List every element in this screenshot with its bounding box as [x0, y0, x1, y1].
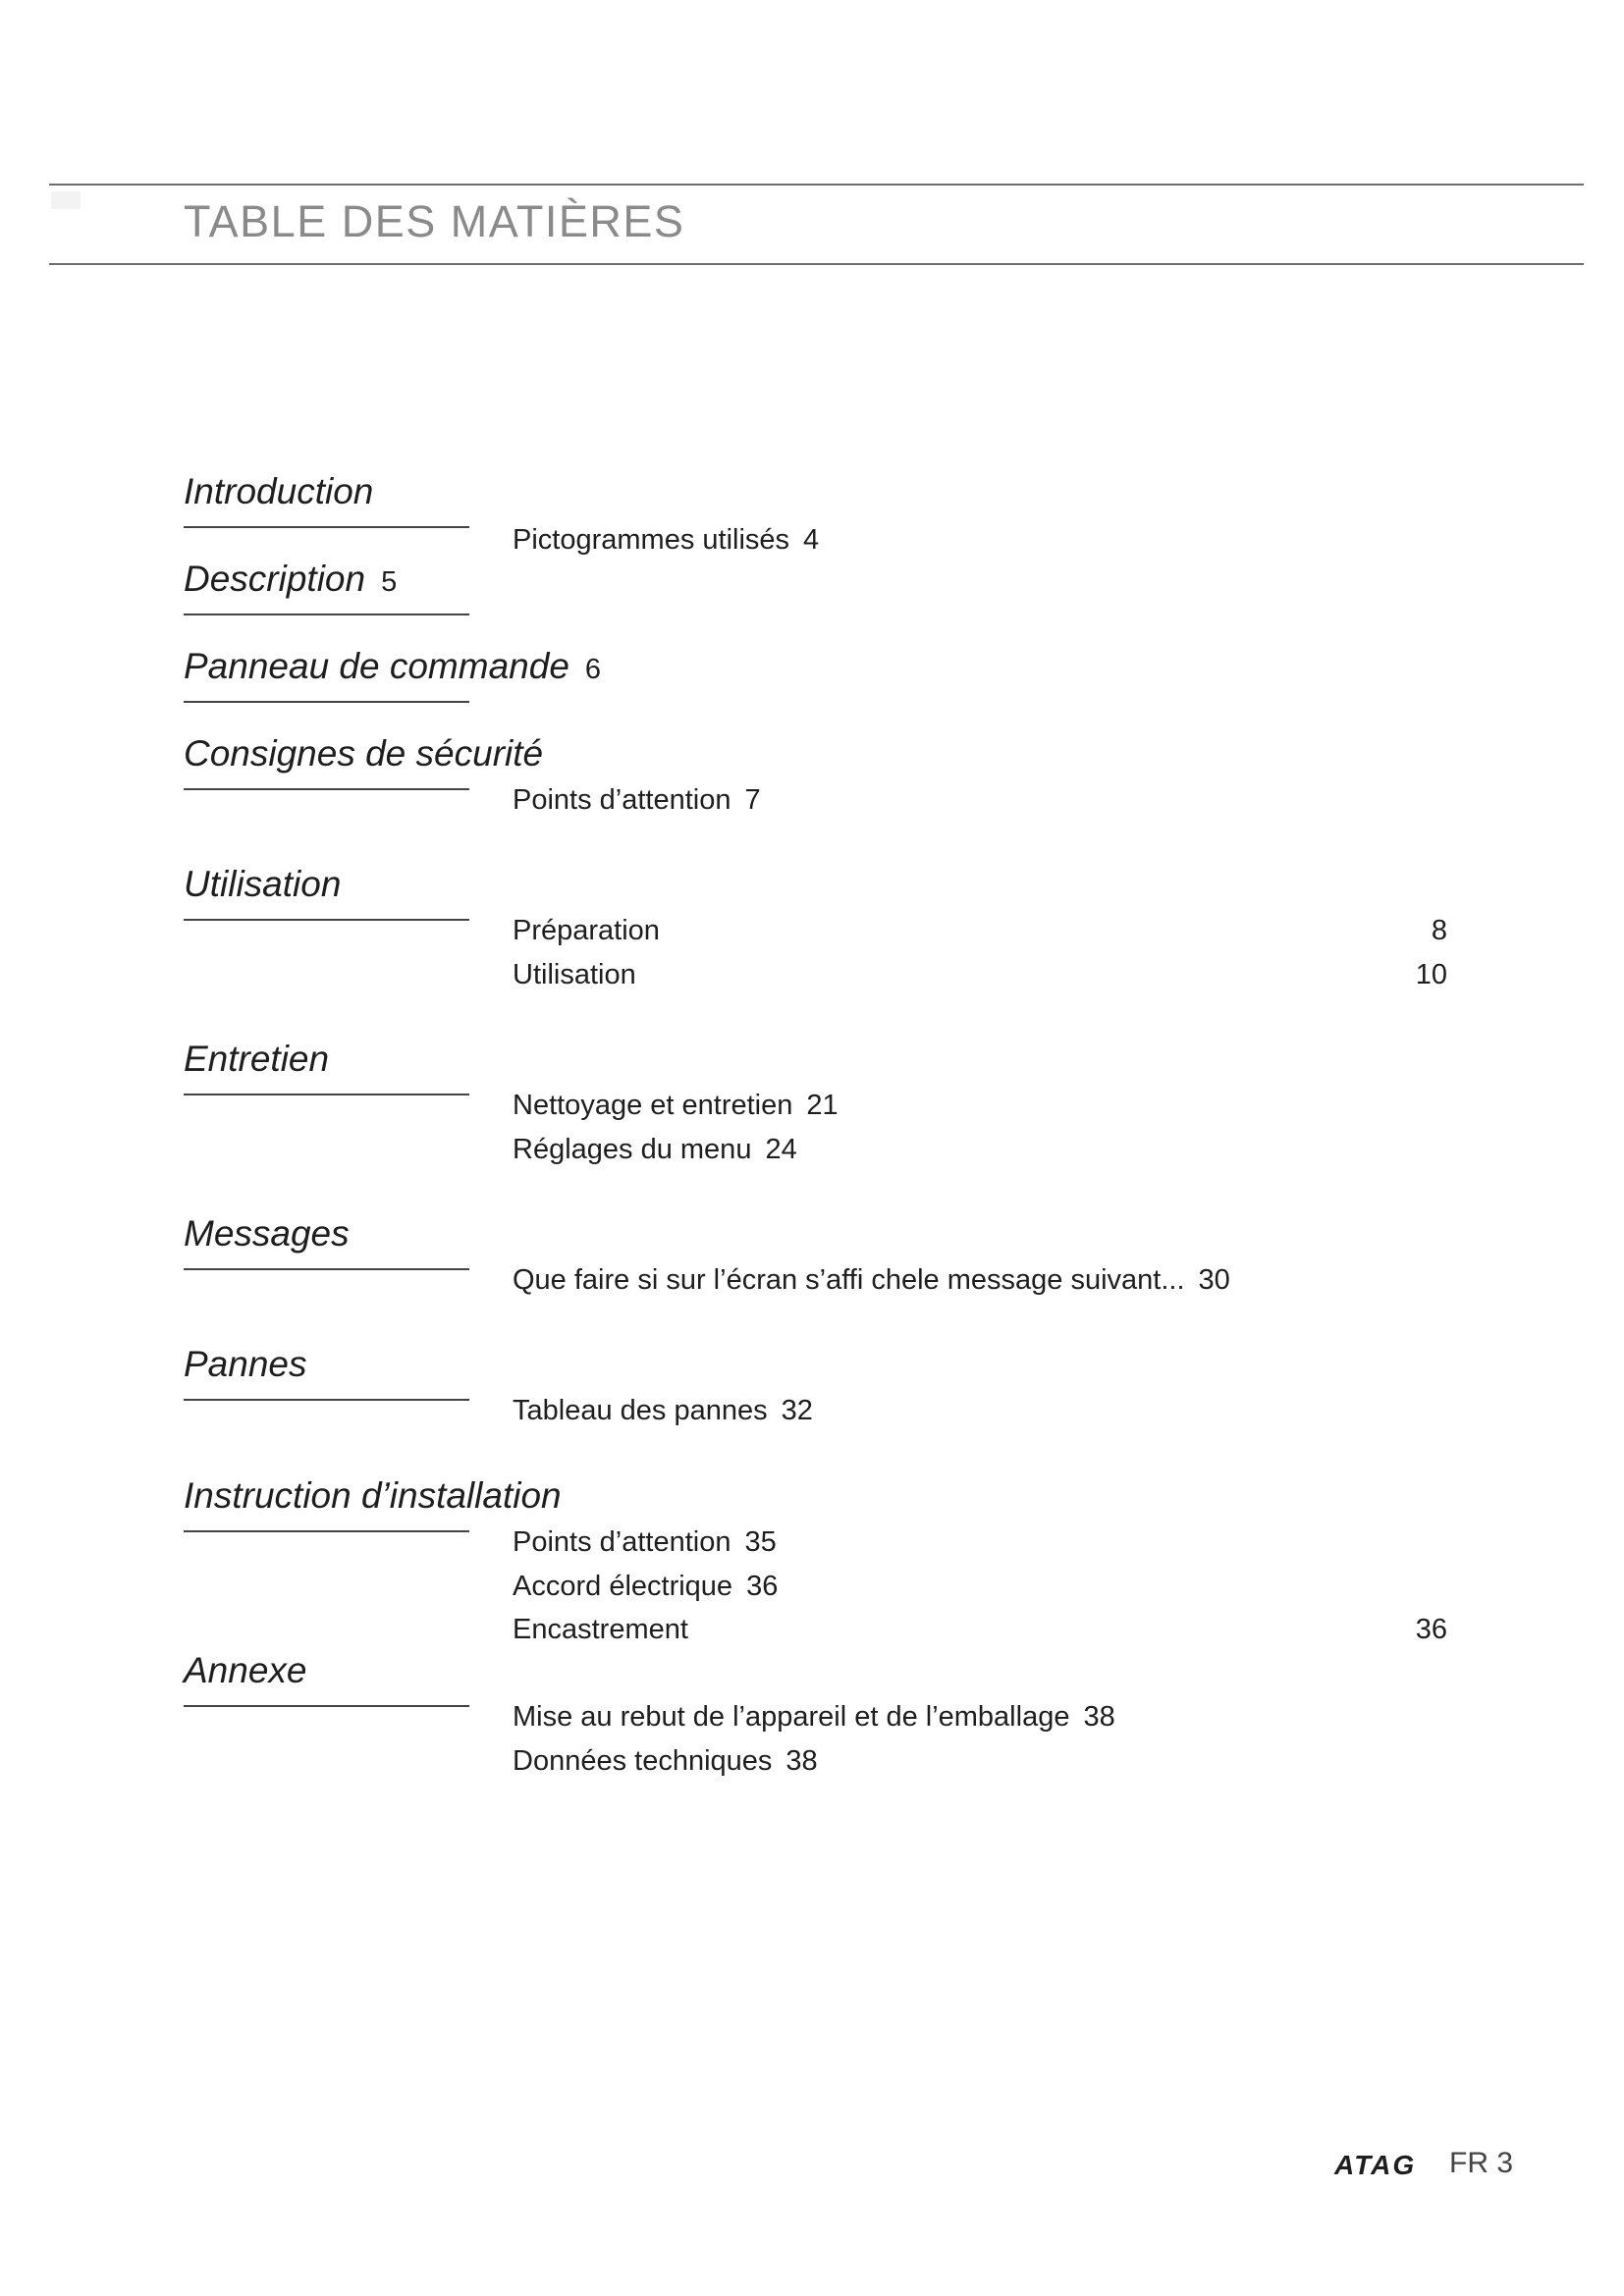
entry-label: Préparation: [513, 915, 660, 946]
entry-utilisation: [513, 959, 636, 991]
entry-page: 4: [803, 524, 820, 556]
section-label: Annexe: [184, 1650, 307, 1690]
entry-page: 10: [1415, 959, 1447, 990]
section-label: Pannes: [184, 1344, 307, 1384]
section-label: Messages: [184, 1213, 350, 1254]
entry-page: 38: [1083, 1701, 1115, 1733]
brand-logo: ATAG: [1334, 2150, 1417, 2180]
entry-page: 24: [765, 1134, 797, 1165]
entry-page: 7: [744, 784, 761, 816]
section-page: 5: [381, 566, 398, 598]
section-label: Introduction: [184, 471, 374, 511]
entry-page: 36: [746, 1571, 779, 1602]
section-label: Utilisation: [184, 864, 342, 904]
section-annexe: [184, 1650, 307, 1691]
entry-page: 30: [1198, 1264, 1230, 1296]
section-underline: [184, 701, 469, 703]
entry-encastrement: [513, 1614, 688, 1646]
section-utilisation: [184, 864, 341, 905]
entry-page: 35: [744, 1526, 777, 1558]
entry-que-faire: [513, 1264, 1230, 1297]
section-underline: [184, 614, 469, 615]
entry-tableau-pannes: [513, 1395, 813, 1427]
entry-page: 32: [781, 1395, 813, 1426]
corner-mark: [51, 191, 81, 209]
section-underline: [184, 1399, 469, 1401]
section-instruction: [184, 1475, 562, 1517]
entry-page: 21: [806, 1090, 839, 1121]
entry-page: 38: [785, 1745, 818, 1777]
entry-page: 36: [1415, 1614, 1447, 1645]
section-label: Panneau de commande: [184, 646, 569, 686]
section-consignes: [184, 733, 543, 774]
entry-label: Réglages du menu: [513, 1134, 752, 1165]
page-title: TABLE DES MATIÈRES: [184, 196, 685, 246]
entry-points-attention: [513, 1526, 777, 1559]
entry-label: Mise au rebut de l’appareil et de l’emballage: [513, 1701, 1070, 1733]
entry-label: Encastrement: [513, 1614, 688, 1645]
entry-label: Points d’attention: [513, 1526, 731, 1558]
entry-label: Accord électrique: [513, 1571, 733, 1602]
section-underline: [184, 919, 469, 921]
entry-label: Nettoyage et entretien: [513, 1090, 793, 1121]
section-introduction: [184, 471, 373, 512]
section-underline: [184, 788, 469, 790]
section-entretien: [184, 1039, 329, 1080]
entry-mise-au-rebut: [513, 1701, 1115, 1734]
entry-label: Tableau des pannes: [513, 1395, 768, 1426]
entry-accord: [513, 1571, 778, 1603]
entry-label: Utilisation: [513, 959, 636, 990]
entry-reglages: [513, 1134, 797, 1166]
entry-pictogrammes: [513, 524, 819, 557]
page-number: FR 3: [1449, 2147, 1514, 2179]
entry-donnees: [513, 1745, 818, 1778]
section-label: Description: [184, 559, 366, 599]
section-underline: [184, 1530, 469, 1532]
section-label: Consignes de sécurité: [184, 733, 544, 774]
section-underline: [184, 1705, 469, 1707]
entry-nettoyage: [513, 1090, 839, 1122]
header-top-rule: [49, 184, 1584, 186]
entry-label: Points d’attention: [513, 784, 731, 816]
section-page: 6: [584, 654, 602, 685]
entry-preparation: [513, 915, 660, 947]
section-description: [184, 559, 397, 600]
section-messages: [184, 1213, 350, 1255]
entry-label: Pictogrammes utilisés: [513, 524, 790, 556]
entry-label: Que faire si sur l’écran s’affi chele message suivant...: [513, 1264, 1185, 1296]
section-underline: [184, 526, 469, 528]
entry-label: Données techniques: [513, 1745, 773, 1777]
entry-page: 8: [1431, 915, 1447, 946]
section-underline: [184, 1268, 469, 1270]
entry-points-attention: [513, 784, 761, 817]
section-label: Instruction d’installation: [184, 1475, 562, 1516]
header-bottom-rule: [49, 263, 1584, 265]
section-label: Entretien: [184, 1039, 330, 1079]
section-underline: [184, 1094, 469, 1095]
section-panneau: [184, 646, 601, 687]
section-pannes: [184, 1344, 307, 1385]
